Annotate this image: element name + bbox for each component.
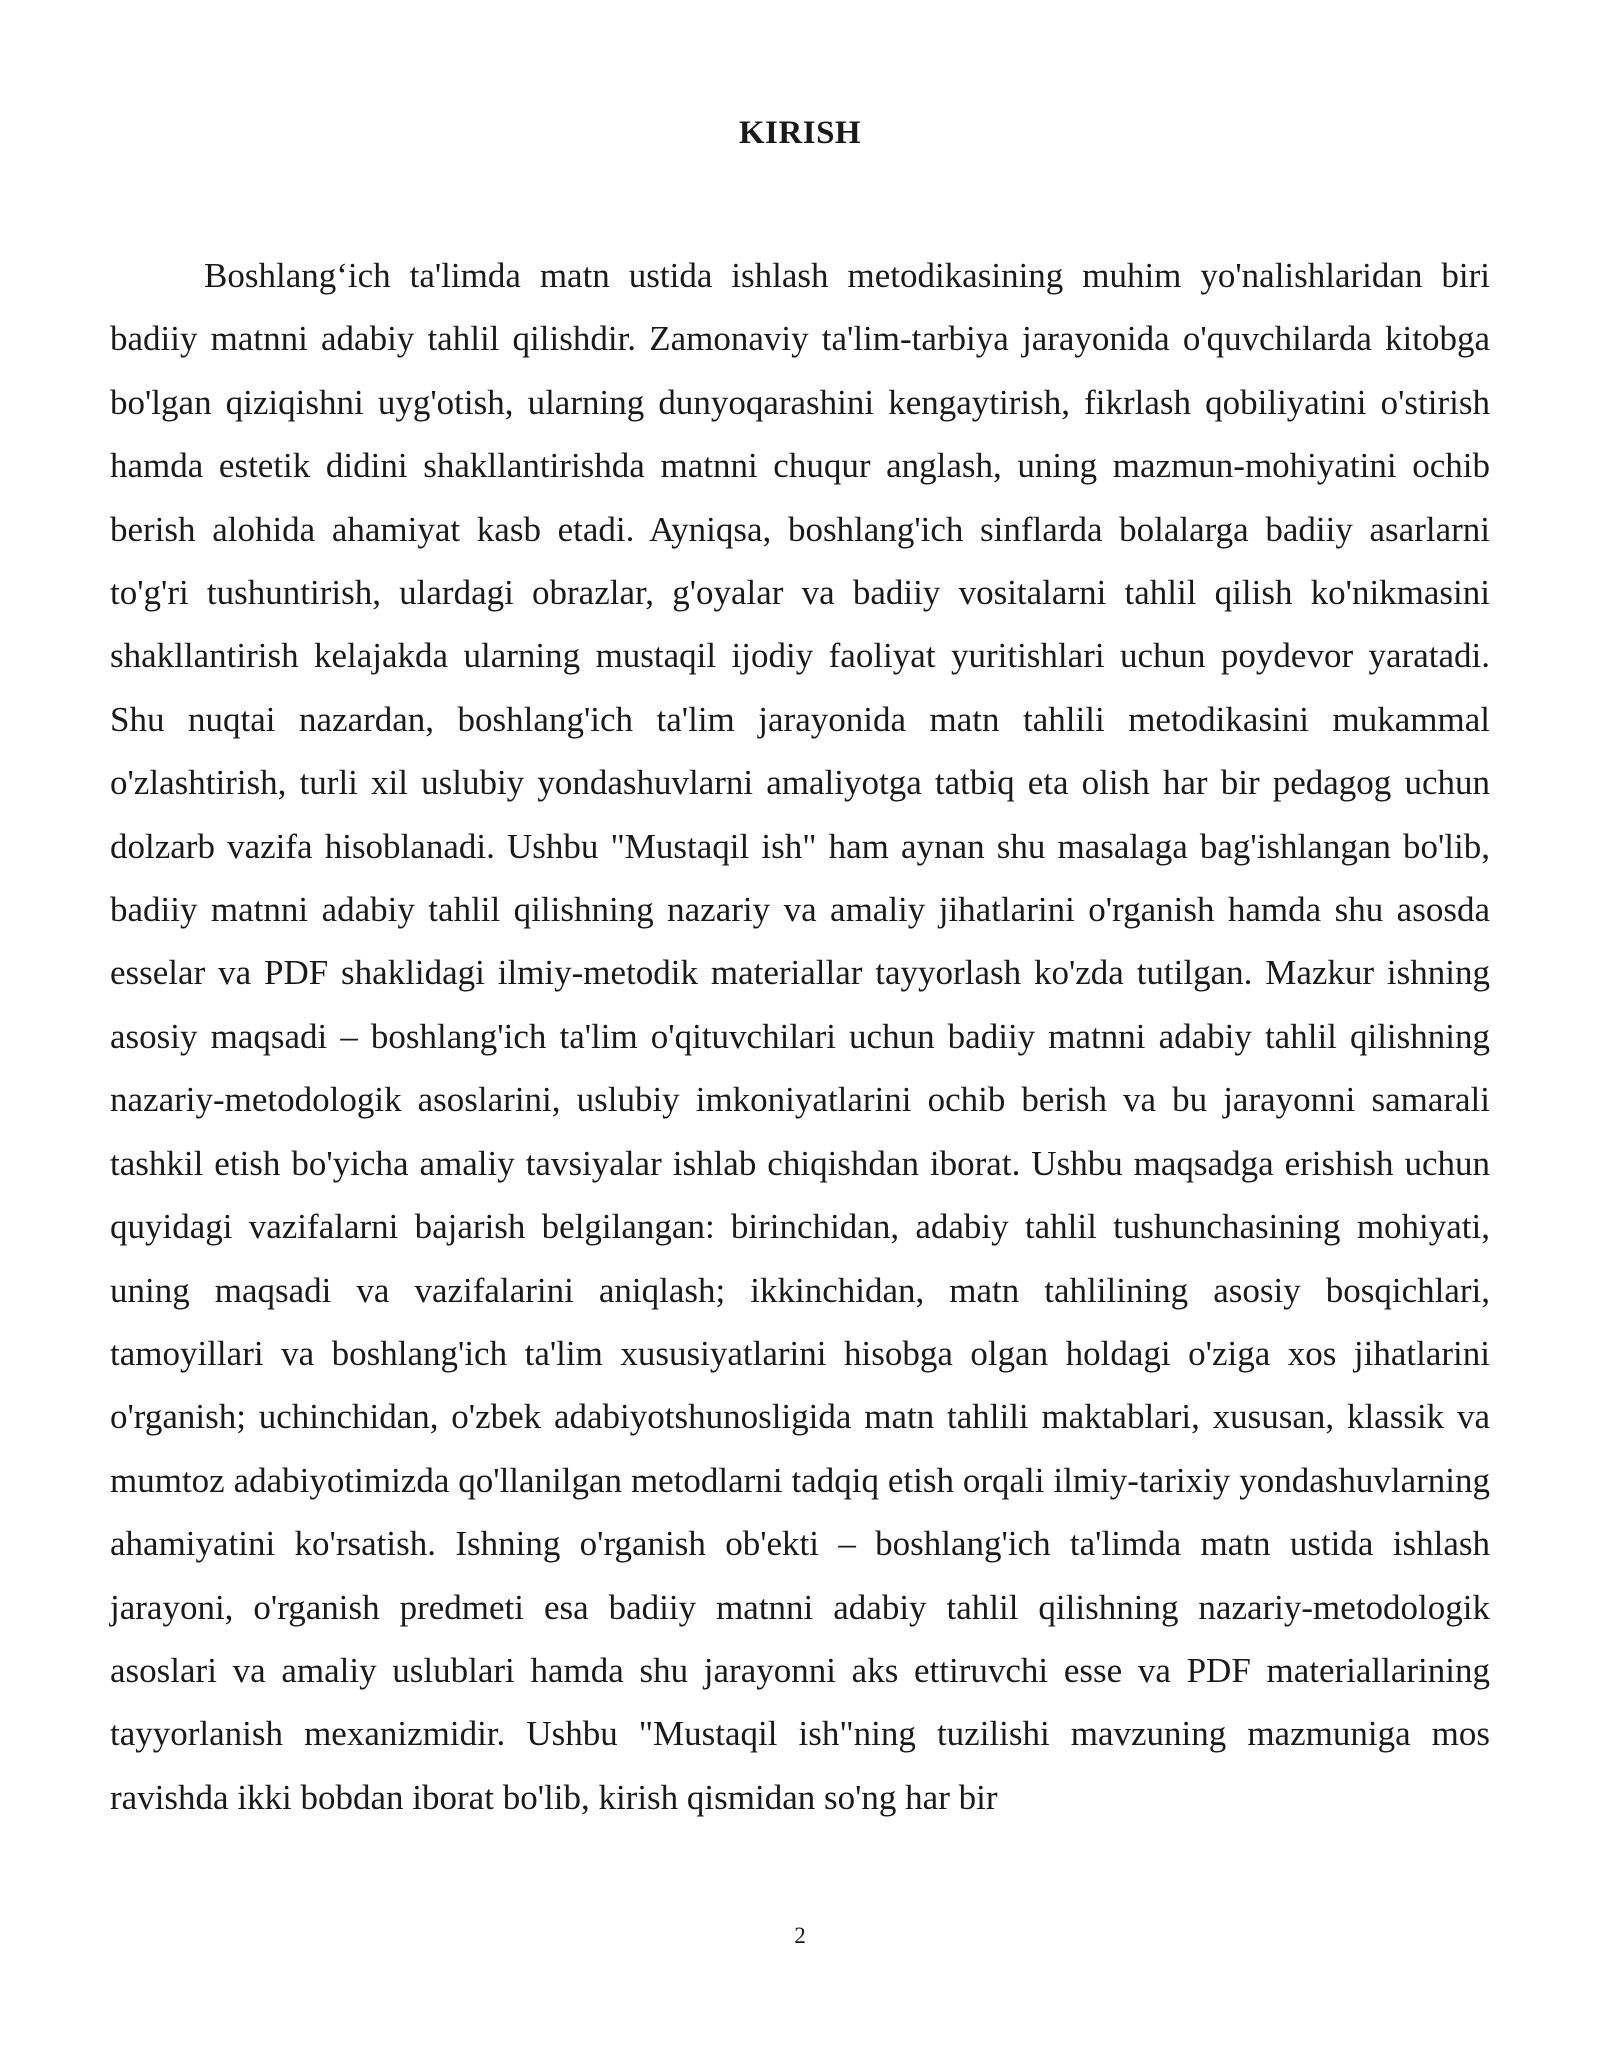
page-number: 2: [794, 1923, 806, 1948]
page-heading: KIRISH: [738, 115, 862, 151]
body-paragraph: Boshlang‘ich ta'limda matn ustida ishlash metodikasining muhim yo'nalishlaridan biri badiiy matnni adabiy tahlil qilishdir. Zamonaviy ta'lim-tarbiya jarayonida o'quvchilarda kitobga bo'lgan qiziqishni uyg'otish, ularning dunyoqarashini kengaytirish, fikrlash qobiliyatini o'stirish hamda estetik didini shakllantirishda matnni chuqur anglash, uning mazmun-mohiyatini ochib berish alohida ahamiyat kasb etadi. Ayniqsa, boshlang'ich sinflarda bolalarga badiiy asarlarni to'g'ri tushuntirish, ulardagi obrazlar, g'oyalar va badiiy vositalarni tahlil qilish ko'nikmasini shakllantirish kelajakda ularning mustaqil ijodiy faoliyat yuritishlari uchun poydevor yaratadi. Shu nuqtai nazardan, boshlang'ich ta'lim jarayonida matn tahlili metodikasini mukammal o'zlashtirish, turli xil uslubiy yondashuvlarni amaliyotga tatbiq eta olish har bir pedagog uchun dolzarb vazifa hisoblanadi. Ushbu "Mustaqil ish" ham aynan shu masalaga bag'ishlangan bo'lib, badiiy matnni adabiy tahlil qilishning nazariy va amaliy jihatlarini o'rganish hamda shu asosda esselar va PDF shaklidagi ilmiy-metodik materiallar tayyorlash ko'zda tutilgan. Mazkur ishning asosiy maqsadi – boshlang'ich ta'lim o'qituvchilari uchun badiiy matnni adabiy tahlil qilishning nazariy-metodologik asoslarini, uslubiy imkoniyatlarini ochib berish va bu jarayonni samarali tashkil etish bo'yicha amaliy tavsiyalar ishlab chiqishdan iborat. Ushbu maqsadga erishish uchun quyidagi vazifalarni bajarish belgilangan: birinchidan, adabiy tahlil tushunchasining mohiyati, uning maqsadi va vazifalarini aniqlash; ikkinchidan, matn tahlilining asosiy bosqichlari, tamoyillari va boshlang'ich ta'lim xususiyatlarini hisobga olgan holdagi o'ziga xos jihatlarini o'rganish; uchinchidan, o'zbek adabiyotshunosligida matn tahlili maktablari, xususan, klassik va mumtoz adabiyotimizda qo'llanilgan metodlarni tadqiq etish orqali ilmiy-tarixiy yondashuvlarning ahamiyatini ko'rsatish. Ishning o'rganish ob'ekti – boshlang'ich ta'limda matn ustida ishlash jarayoni, o'rganish predmeti esa badiiy matnni adabiy tahlil qilishning nazariy-metodologik asoslari va amaliy uslublari hamda shu jarayonni aks ettiruvchi esse va PDF materiallarining tayyorlanish mexanizmidir. Ushbu "Mustaqil ish"ning tuzilishi mavzuning mazmuniga mos ravishda ikki bobdan iborat bo'lib, kirish qismidan so'ng har bir: [110, 256, 1490, 1817]
